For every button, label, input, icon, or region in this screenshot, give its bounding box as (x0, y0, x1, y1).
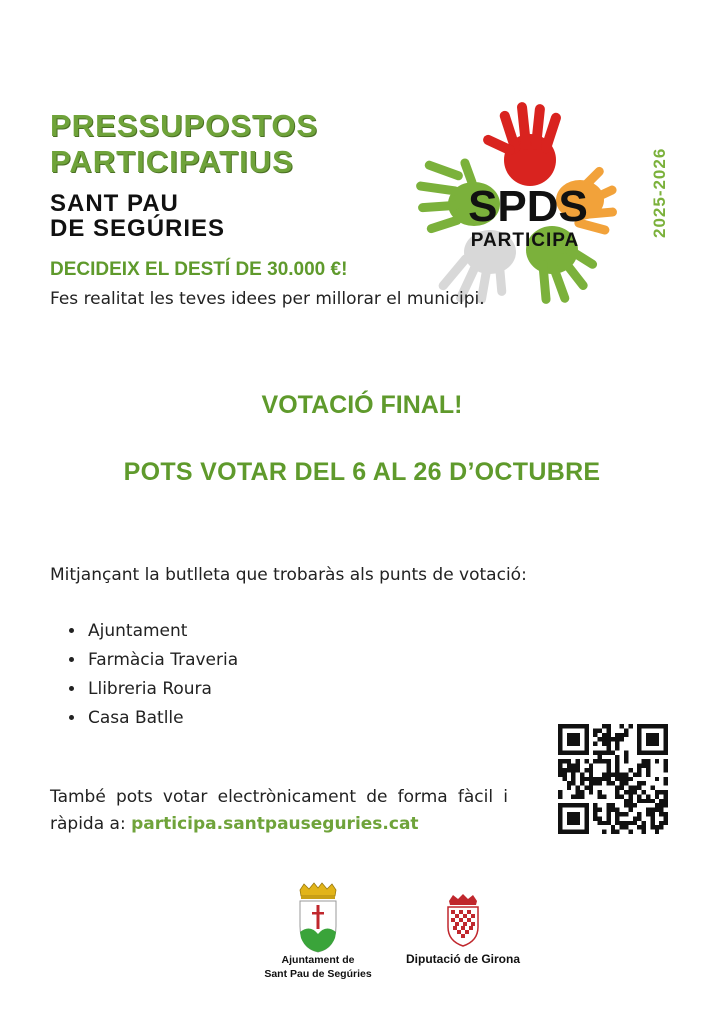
town-title-line1: SANT PAU (50, 190, 179, 217)
diputacio-girona-shield-icon (444, 893, 482, 947)
ajuntament-label (240, 953, 396, 981)
town-title (50, 191, 225, 241)
participation-website-link[interactable]: participa.santpauseguries.cat (131, 814, 419, 834)
list-item: • Casa Batlle (86, 704, 238, 733)
year-range (644, 120, 674, 240)
list-item: • Llibreria Roura (86, 675, 238, 704)
logo-sub-text: PARTICIPA (470, 230, 580, 251)
final-vote-heading: VOTACIÓ FINAL! (261, 391, 463, 419)
program-title-line1: PRESSUPOSTOS (50, 108, 319, 143)
program-title-line2: PARTICIPATIUS (50, 144, 294, 179)
ajuntament-line2: Sant Pau de Segúries (264, 968, 372, 980)
program-title (50, 108, 318, 180)
ballot-text: Mitjançant la butlleta que trobaràs als punts de votació: (50, 565, 527, 585)
vote-dates: POTS VOTAR DEL 6 AL 26 D’OCTUBRE (123, 458, 601, 486)
logo-main-text: SPDS (468, 182, 588, 231)
budget-headline: DECIDEIX EL DESTÍ DE 30.000 €! (50, 259, 348, 280)
list-item: • Farmàcia Traveria (86, 646, 238, 675)
list-item: • Ajuntament (86, 617, 238, 646)
year-range-text: 2025-2026 (650, 147, 669, 238)
intro-text: Fes realitat les teves idees per millorar el municipi. (50, 289, 485, 309)
spds-participa-logo (412, 100, 644, 315)
sant-pau-coat-of-arms-icon (294, 882, 342, 954)
town-title-line2: DE SEGÚRIES (50, 215, 226, 242)
diputacio-label: Diputació de Girona (405, 952, 520, 966)
ajuntament-line1: Ajuntament de (281, 954, 355, 966)
online-vote-text (50, 784, 508, 838)
online-vote-description: També pots votar electrònicament de forma fàcil i ràpida a: (50, 787, 508, 834)
voting-points-list (68, 617, 238, 733)
red-hand-icon (481, 102, 562, 186)
qr-code[interactable] (558, 724, 668, 834)
